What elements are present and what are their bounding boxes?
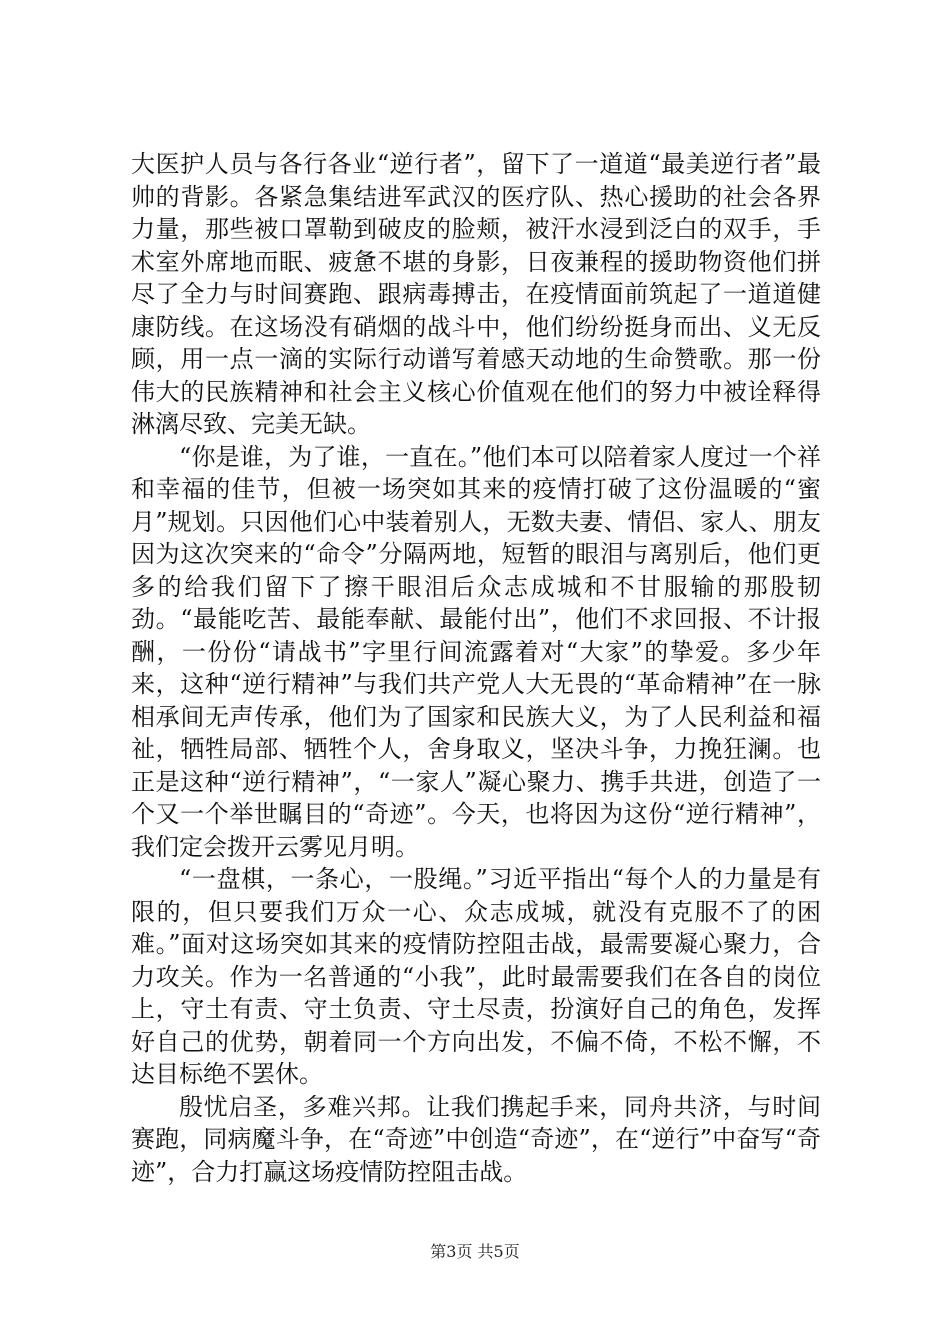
paragraph-continued: 大医护人员与各行各业“逆行者”，留下了一道道“最美逆行者”最帅的背影。各紧急集结进军武汉的医疗队、热心援助的社会各界力量，那些被口罩勒到破皮的脸颊，被汗水浸到泛白的双手，手术室外席地而眠、疲惫不堪的身影，日夜兼程的援助物资他们拼尽了全力与时间赛跑、跟病毒搏击，在疫情面前筑起了一道道健康防线。在这场没有硝烟的战斗中，他们纷纷挺身而出、义无反顾，用一点一滴的实际行动谱写着感天动地的生命赞歌。那一份伟大的民族精神和社会主义核心价值观在他们的努力中被诠释得淋漓尽致、完美无缺。 xyxy=(131,150,821,438)
paragraph-one-heart: “一盘棋，一条心，一股绳。”习近平指出“每个人的力量是有限的，但只要我们万众一心、众志成城，就没有克服不了的困难。”面对这场突如其来的疫情防控阻击战，最需要凝心聚力，合力攻关。作为一名普通的“小我”，此时最需要我们在各自的岗位上，守土有责、守土负责、守土尽责，扮演好自己的角色，发挥好自己的优势，朝着同一个方向出发，不偏不倚，不松不懈，不达目标绝不罢休。 xyxy=(131,865,821,1088)
paragraph-who-are-you: “你是谁，为了谁，一直在。”他们本可以陪着家人度过一个祥和幸福的佳节，但被一场突如其来的疫情打破了这份温暖的“蜜月”规划。只因他们心中装着别人，无数夫妻、情侣、家人、朋友因为这次突来的“命令”分隔两地，短暂的眼泪与离别后，他们更多的给我们留下了擦干眼泪后众志成城和不甘服输的那股韧劲。“最能吃苦、最能奉献、最能付出”，他们不求回报、不计报酬，一份份“请战书”字里行间流露着对“大家”的挚爱。多少年来，这种“逆行精神”与我们共产党人大无畏的“革命精神”在一脉相承间无声传承，他们为了国家和民族大义，为了人民利益和福祉，牺牲局部、牺牲个人，舍身取义，坚决斗争，力挽狂澜。也正是这种“逆行精神”，“一家人”凝心聚力、携手共进，创造了一个又一个举世瞩目的“奇迹”。今天，也将因为这份“逆行精神”，我们定会拨开云雾见月明。 xyxy=(131,442,821,861)
document-body xyxy=(131,148,821,1188)
page-number-footer: 第3页 共5页 xyxy=(430,1242,520,1261)
paragraph-conclusion: 殷忧启圣，多难兴邦。让我们携起手来，同舟共济，与时间赛跑，同病魔斗争，在“奇迹”中创造“奇迹”，在“逆行”中奋写“奇迹”，合力打赢这场疫情防控阻击战。 xyxy=(131,1092,821,1186)
